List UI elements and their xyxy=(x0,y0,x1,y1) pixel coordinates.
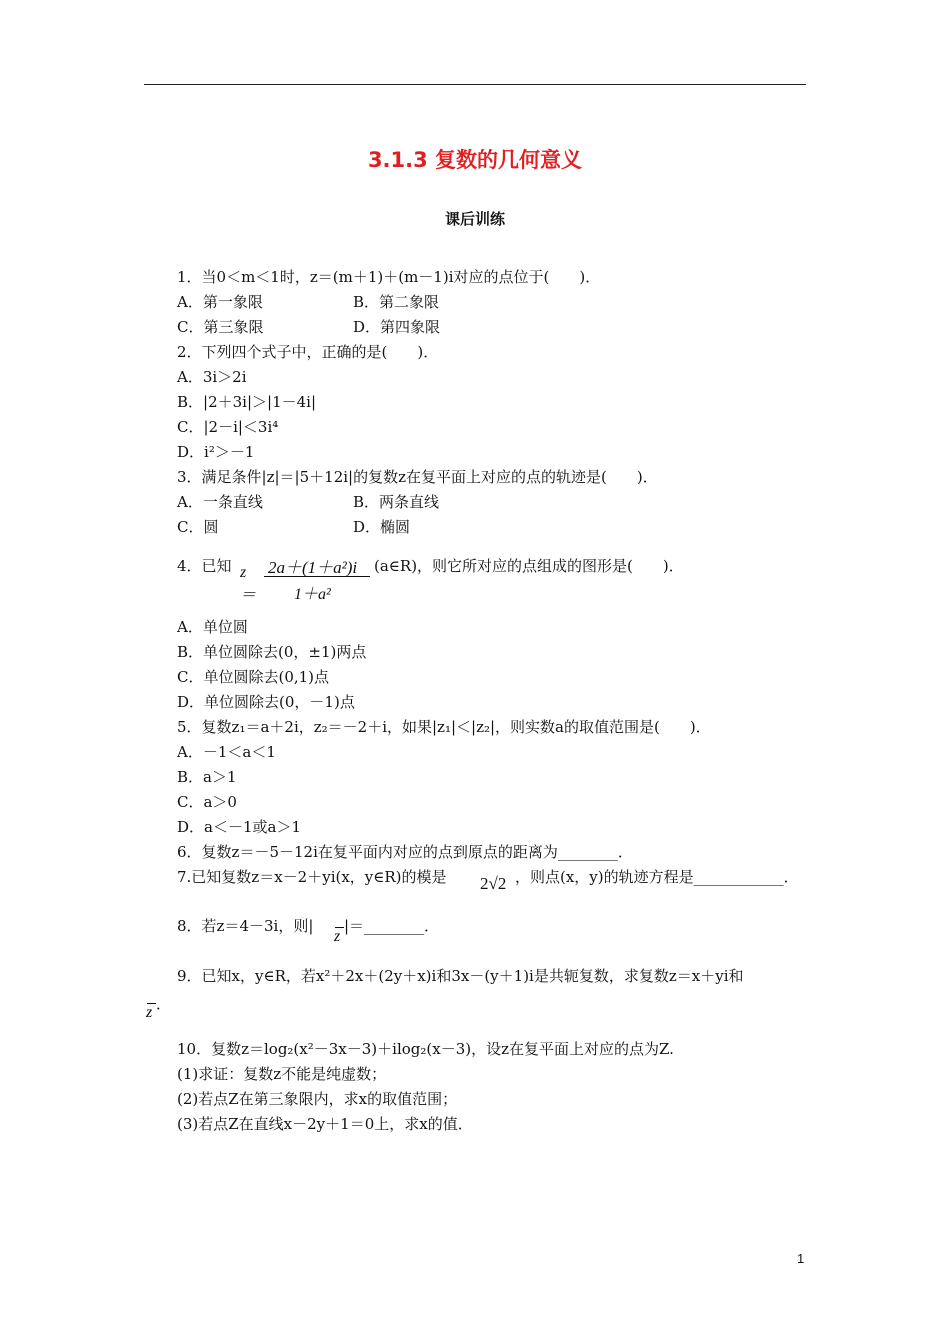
q3-option-c: C．圆 xyxy=(177,518,219,536)
q2-option-b: B．|2＋3i|＞|1－4i| xyxy=(177,393,317,411)
q3-option-a: A．一条直线 xyxy=(177,493,263,511)
question-4-prefix: 4．已知 xyxy=(177,557,232,575)
q9-conjugate-z xyxy=(146,1004,152,1022)
q4-fraction-numerator: 2a＋(1＋a²)i xyxy=(268,558,358,577)
q3-option-d: D．椭圆 xyxy=(353,518,411,536)
q10-part-2: (2)若点Z在第三象限内，求x的取值范围； xyxy=(177,1090,458,1108)
q4-option-d: D．单位圆除去(0，－1)点 xyxy=(177,693,355,711)
q5-option-c: C．a＞0 xyxy=(177,793,237,811)
q1-option-d: D．第四象限 xyxy=(353,318,441,336)
question-9: 9．已知x，y∈R，若x²＋2x＋(2y＋x)i和3x－(y＋1)i是共轭复数，求复数z＝x＋yi和 xyxy=(177,967,744,985)
question-3: 3．满足条件|z|＝|5＋12i|的复数z在复平面上对应的点的轨迹是( )． xyxy=(177,468,658,486)
question-6: 6．复数z＝－5－12i在复平面内对应的点到原点的距离为________． xyxy=(177,843,633,861)
question-7-suffix: ，则点(x，y)的轨迹方程是____________． xyxy=(515,868,799,886)
page-title: 3.1.3 复数的几何意义 xyxy=(367,148,583,172)
q10-part-3: (3)若点Z在直线x－2y＋1＝0上，求x的值． xyxy=(177,1115,473,1133)
question-8-suffix: |＝________． xyxy=(344,917,440,935)
page-number: 1 xyxy=(797,1251,805,1266)
q8-conjugate-z-letter: z xyxy=(334,928,341,945)
q4-option-c: C．单位圆除去(0,1)点 xyxy=(177,668,330,686)
q7-sqrt-expression: 2√2 xyxy=(480,874,507,893)
question-10: 10．复数z＝log₂(x²－3x－3)＋ilog₂(x－3)，设z在复平面上对应的点为Z. xyxy=(177,1040,674,1058)
q5-option-b: B．a＞1 xyxy=(177,768,237,786)
q4-fraction-denominator: 1＋a² xyxy=(294,586,331,603)
fraction-bar xyxy=(264,576,370,577)
q2-option-a: A．3i＞2i xyxy=(177,368,247,386)
conjugate-bar xyxy=(147,1003,156,1004)
q2-option-c: C．|2－i|＜3i⁴ xyxy=(177,418,279,436)
conjugate-bar xyxy=(335,927,344,928)
q1-option-c: C．第三象限 xyxy=(177,318,264,336)
q9-conjugate-z-letter: z xyxy=(146,1004,153,1021)
q2-option-d: D．i²＞－1 xyxy=(177,443,255,461)
q4-option-a: A．单位圆 xyxy=(177,618,248,636)
question-2: 2．下列四个式子中，正确的是( )． xyxy=(177,343,439,361)
q10-part-1: (1)求证：复数z不能是纯虚数； xyxy=(177,1065,387,1083)
q4-option-b: B．单位圆除去(0，±1)两点 xyxy=(177,643,367,661)
question-7-prefix: 7.已知复数z＝x－2＋yi(x，y∈R)的模是 xyxy=(177,868,447,886)
question-9-end: ． xyxy=(156,995,172,1013)
q1-option-b: B．第二象限 xyxy=(353,293,440,311)
q4-fraction-lhs: z＝ xyxy=(240,564,257,604)
q1-option-a: A．第一象限 xyxy=(177,293,263,311)
question-4-suffix: (a∈R)，则它所对应的点组成的图形是( )． xyxy=(374,557,684,575)
section-subtitle: 课后训练 xyxy=(444,210,505,228)
q5-option-d: D．a＜－1或a＞1 xyxy=(177,818,301,836)
question-8-prefix: 8．若z＝4－3i，则| xyxy=(177,917,314,935)
q5-option-a: A．－1＜a＜1 xyxy=(177,743,276,761)
header-rule xyxy=(144,84,806,85)
question-5: 5．复数z₁＝a＋2i，z₂＝－2＋i，如果|z₁|＜|z₂|，则实数a的取值范围是( )． xyxy=(177,718,711,736)
question-1: 1．当0＜m＜1时，z＝(m＋1)＋(m－1)i对应的点位于( )． xyxy=(177,268,601,286)
q3-option-b: B．两条直线 xyxy=(353,493,440,511)
q8-conjugate-z xyxy=(334,928,340,946)
